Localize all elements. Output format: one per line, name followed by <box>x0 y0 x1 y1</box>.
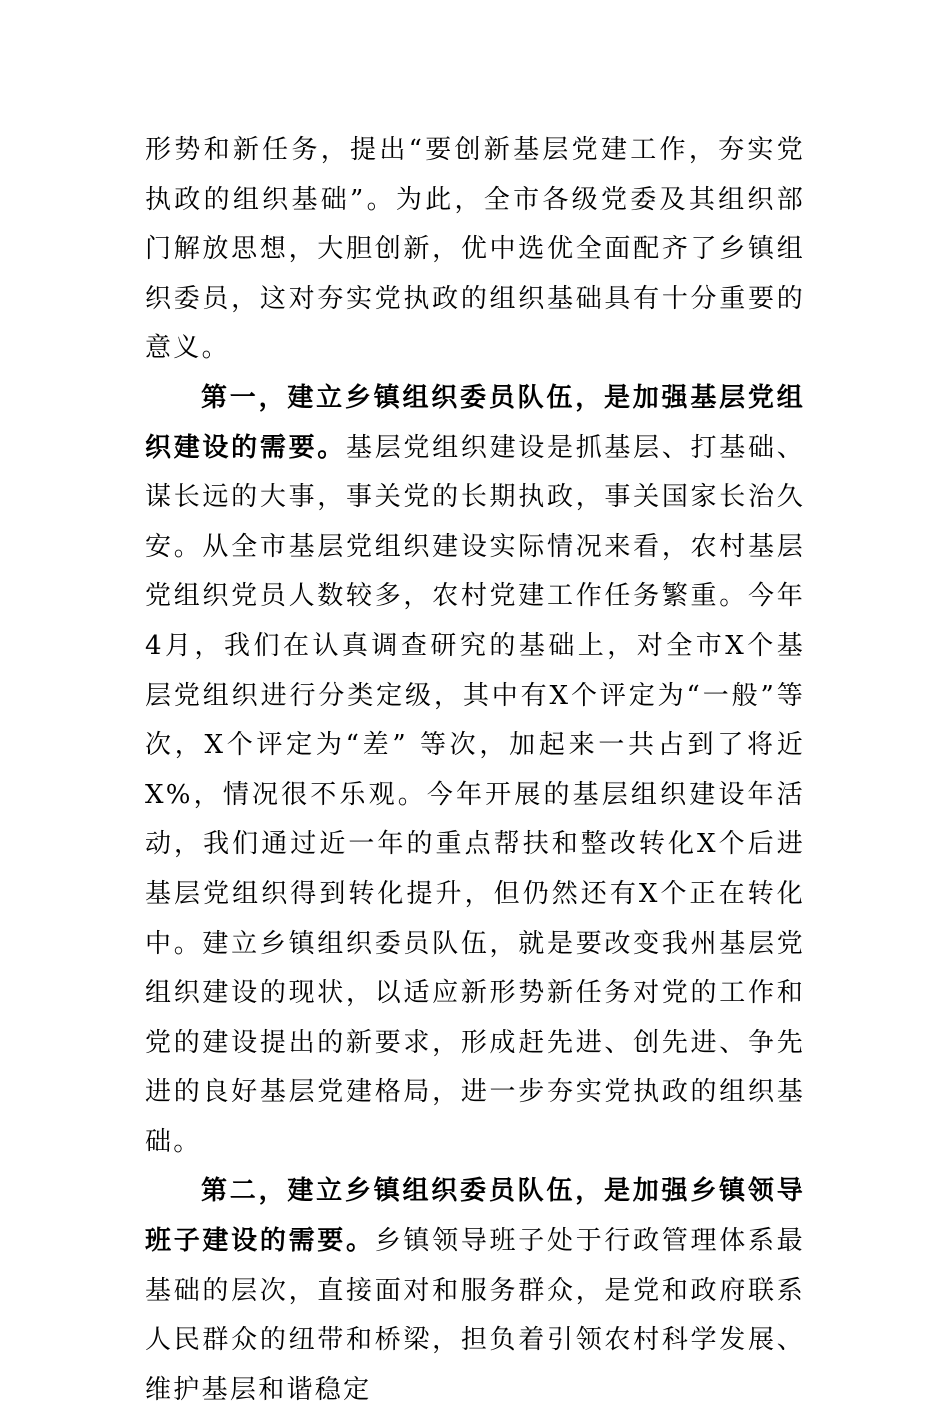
paragraph-text: 基层党组织建设是抓基层、打基础、谋长远的大事，事关党的长期执政，事关国家长治久安。从全市基层党组织建设实际情况来看，农村基层党组织党员人数较多，农村党建工作任务繁重。今年4月，我们在认真调查研究的基础上，对全市X个基层党组织进行分类定级，其中有X个评定为“一般”等次，X个评定为“差” 等次，加起来一共占到了将近X%，情况很不乐观。今年开展的基层组织建设年活动，我们通过近一年的重点帮扶和整改转化X个后进基层党组织得到转化提升，但仍然还有X个正在转化中。建立乡镇组织委员队伍，就是要改变我州基层党组织建设的现状，以适应新形势新任务对党的工作和党的建设提出的新要求，形成赶先进、创先进、争先进的良好基层党建格局，进一步夯实党执政的组织基础。 <box>145 432 805 1157</box>
paragraph-text: 乡镇领导班子处于行政管理体系最基础的层次，直接面对和服务群众，是党和政府联系人民群众的纽带和桥梁，担负着引领农村科学发展、维护基层和谐稳定 <box>145 1226 805 1405</box>
paragraph-first-point <box>145 374 805 1168</box>
paragraph-lead-sentence: 第一，建立乡镇组织委员队伍，是加强基层党组织建设的需要。 <box>145 382 805 463</box>
document-body <box>145 126 805 1415</box>
paragraph-continuation <box>145 126 805 374</box>
paragraph-lead-sentence: 第二，建立乡镇组织委员队伍，是加强乡镇领导班子建设的需要。 <box>145 1176 805 1257</box>
paragraph-second-point <box>145 1167 805 1415</box>
paragraph-text: 形势和新任务，提出“要创新基层党建工作，夯实党执政的组织基础”。为此，全市各级党委及其组织部门解放思想，大胆创新，优中选优全面配齐了乡镇组织委员，这对夯实党执政的组织基础具有十分重要的意义。 <box>145 135 805 364</box>
